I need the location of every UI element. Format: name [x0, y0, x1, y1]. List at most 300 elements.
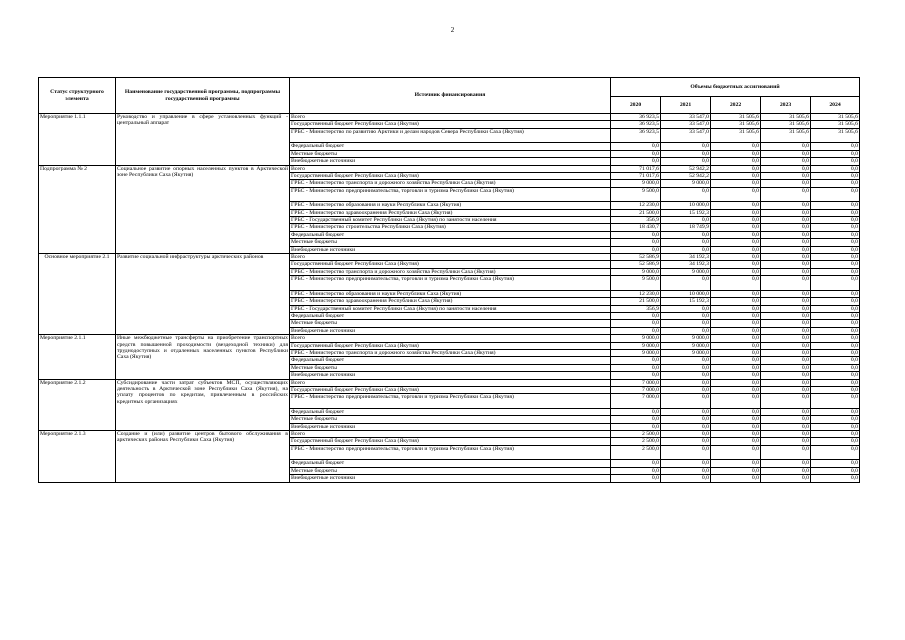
budget-value: 9 000,0 [611, 268, 661, 275]
budget-value: 0,0 [811, 217, 860, 224]
budget-value: 0,0 [761, 276, 811, 291]
budget-value: 0,0 [661, 150, 711, 157]
budget-value: 0,0 [811, 357, 860, 364]
budget-value: 0,0 [711, 423, 761, 430]
budget-value: 0,0 [811, 209, 860, 216]
budget-value: 0,0 [711, 143, 761, 150]
funding-source: ГРБС - Министерство предпринимательства, торговли и туризма Республики Саха (Якутия) [290, 276, 611, 291]
budget-value: 0,0 [761, 180, 811, 187]
budget-value: 0,0 [811, 312, 860, 319]
budget-value: 0,0 [761, 187, 811, 202]
funding-source: Местные бюджеты [290, 239, 611, 246]
budget-value: 71 017,6 [611, 165, 661, 172]
budget-value: 2 500,0 [611, 438, 661, 445]
budget-value: 0,0 [811, 276, 860, 291]
table-row [39, 431, 860, 438]
funding-source: Государственный бюджет Республики Саха (Якутия) [290, 172, 611, 179]
budget-value: 36 923,5 [611, 128, 661, 143]
budget-value: 52 586,9 [611, 261, 661, 268]
budget-value: 31 505,6 [711, 121, 761, 128]
budget-value: 0,0 [811, 305, 860, 312]
budget-value: 0,0 [811, 475, 860, 482]
budget-value: 0,0 [711, 364, 761, 371]
budget-value: 12 230,0 [611, 290, 661, 297]
budget-value: 0,0 [761, 150, 811, 157]
funding-source: Внебюджетные источники [290, 246, 611, 253]
budget-value: 0,0 [811, 172, 860, 179]
budget-value: 0,0 [811, 224, 860, 231]
budget-value: 0,0 [661, 467, 711, 474]
budget-value: 0,0 [761, 246, 811, 253]
budget-value: 0,0 [761, 261, 811, 268]
budget-value: 9 000,0 [661, 342, 711, 349]
budget-value: 0,0 [661, 187, 711, 202]
budget-value: 31 505,6 [711, 114, 761, 121]
program-name: Руководство и управление в сфере установленных функций - центральный аппарат [116, 114, 290, 166]
budget-value: 0,0 [761, 445, 811, 460]
budget-value: 0,0 [611, 416, 661, 423]
budget-value: 0,0 [761, 349, 811, 356]
structural-element-status: Подпрограмма № 2 [39, 165, 116, 254]
header-volumes: Объемы бюджетных ассигнований [611, 78, 860, 97]
budget-value: 0,0 [661, 320, 711, 327]
budget-value: 9 000,0 [611, 349, 661, 356]
funding-source: Внебюджетные источники [290, 327, 611, 334]
budget-table [38, 77, 860, 483]
budget-value: 0,0 [761, 416, 811, 423]
budget-value: 0,0 [611, 460, 661, 467]
budget-value: 0,0 [811, 290, 860, 297]
budget-value: 0,0 [761, 217, 811, 224]
budget-value: 0,0 [711, 290, 761, 297]
budget-value: 0,0 [711, 335, 761, 342]
budget-value: 0,0 [661, 460, 711, 467]
funding-source: Государственный бюджет Республики Саха (Якутия) [290, 261, 611, 268]
budget-value: 0,0 [711, 416, 761, 423]
budget-value: 0,0 [811, 327, 860, 334]
budget-value: 0,0 [811, 416, 860, 423]
budget-value: 0,0 [811, 320, 860, 327]
header-year: 2021 [661, 97, 711, 114]
header-status: Статус структурного элемента [39, 78, 116, 114]
budget-value: 0,0 [611, 231, 661, 238]
structural-element-status: Мероприятие 2.1.2 [39, 379, 116, 431]
budget-value: 0,0 [711, 150, 761, 157]
budget-value: 0,0 [811, 246, 860, 253]
budget-value: 0,0 [661, 217, 711, 224]
budget-value: 0,0 [711, 431, 761, 438]
budget-value: 0,0 [611, 320, 661, 327]
budget-value: 0,0 [761, 364, 811, 371]
budget-value: 0,0 [711, 187, 761, 202]
budget-value: 0,0 [811, 349, 860, 356]
funding-source: Федеральный бюджет [290, 460, 611, 467]
header-year: 2024 [811, 97, 860, 114]
funding-source: Всего [290, 431, 611, 438]
budget-value: 7 000,0 [611, 379, 661, 386]
budget-value: 0,0 [761, 254, 811, 261]
funding-source: ГРБС - Министерство транспорта и дорожного хозяйства Республики Саха (Якутия) [290, 268, 611, 275]
budget-value: 0,0 [661, 416, 711, 423]
budget-value: 52 586,9 [611, 254, 661, 261]
budget-value: 0,0 [711, 298, 761, 305]
page-number: 2 [450, 26, 455, 34]
funding-source: ГРБС - Министерство образования и науки Республики Саха (Якутия) [290, 290, 611, 297]
budget-value: 71 017,6 [611, 172, 661, 179]
budget-value: 0,0 [761, 342, 811, 349]
budget-value: 31 505,6 [761, 121, 811, 128]
budget-value: 0,0 [761, 158, 811, 165]
budget-value: 0,0 [761, 143, 811, 150]
budget-value: 0,0 [811, 239, 860, 246]
funding-source: ГРБС - Государственный комитет Республики Саха (Якутия) по занятости населения [290, 217, 611, 224]
program-name: Создание и (или) развитие центров бытового обслуживания в арктических районах Республики Саха (Якутия) [116, 431, 290, 483]
budget-value: 0,0 [661, 438, 711, 445]
budget-value: 7 000,0 [611, 386, 661, 393]
budget-value: 0,0 [711, 254, 761, 261]
funding-source: Всего [290, 114, 611, 121]
budget-value: 356,9 [611, 305, 661, 312]
funding-source: Всего [290, 165, 611, 172]
budget-value: 0,0 [661, 312, 711, 319]
budget-value: 0,0 [611, 143, 661, 150]
budget-value: 0,0 [761, 408, 811, 415]
funding-source: Государственный бюджет Республики Саха (Якутия) [290, 438, 611, 445]
funding-source: ГРБС - Министерство транспорта и дорожного хозяйства Республики Саха (Якутия) [290, 180, 611, 187]
budget-value: 0,0 [811, 394, 860, 409]
budget-value: 0,0 [761, 386, 811, 393]
budget-value: 0,0 [761, 379, 811, 386]
budget-value: 0,0 [711, 445, 761, 460]
budget-value: 0,0 [811, 261, 860, 268]
budget-value: 0,0 [661, 372, 711, 379]
budget-value: 0,0 [761, 357, 811, 364]
budget-value: 0,0 [811, 231, 860, 238]
budget-value: 0,0 [711, 158, 761, 165]
budget-value: 356,9 [611, 217, 661, 224]
table-row [39, 114, 860, 121]
funding-source: Федеральный бюджет [290, 231, 611, 238]
budget-value: 0,0 [811, 180, 860, 187]
budget-value: 0,0 [661, 423, 711, 430]
table-body [39, 114, 860, 483]
funding-source: ГРБС - Министерство предпринимательства, торговли и туризма Республики Саха (Якутия) [290, 187, 611, 202]
budget-value: 0,0 [811, 335, 860, 342]
budget-value: 0,0 [711, 217, 761, 224]
budget-value: 0,0 [611, 158, 661, 165]
budget-value: 0,0 [811, 202, 860, 209]
funding-source: Местные бюджеты [290, 416, 611, 423]
budget-value: 0,0 [661, 231, 711, 238]
budget-value: 34 192,3 [661, 254, 711, 261]
budget-value: 12 230,0 [611, 202, 661, 209]
budget-value: 0,0 [811, 379, 860, 386]
budget-value: 0,0 [811, 298, 860, 305]
budget-value: 0,0 [611, 475, 661, 482]
funding-source: ГРБС - Министерство по развитию Арктики и делам народов Севера Республики Саха (Якутия) [290, 128, 611, 143]
budget-value: 0,0 [761, 438, 811, 445]
budget-value: 0,0 [661, 431, 711, 438]
budget-value: 0,0 [761, 460, 811, 467]
budget-value: 31 505,6 [811, 128, 860, 143]
budget-value: 0,0 [761, 165, 811, 172]
program-name: Иные межбюджетные трансферты на приобретение транспортных средств повышенной проходимости (вездеходной техники) для труднодоступных и отдаленных населенных пунктов Республики Саха (Якутия) [116, 335, 290, 379]
budget-value: 0,0 [661, 445, 711, 460]
budget-value: 0,0 [711, 180, 761, 187]
budget-value: 0,0 [611, 312, 661, 319]
budget-value: 0,0 [661, 386, 711, 393]
budget-value: 0,0 [711, 305, 761, 312]
budget-value: 31 505,6 [811, 114, 860, 121]
budget-value: 0,0 [611, 150, 661, 157]
budget-value: 21 500,0 [611, 209, 661, 216]
header-year: 2023 [761, 97, 811, 114]
budget-value: 0,0 [761, 431, 811, 438]
budget-value: 0,0 [761, 239, 811, 246]
funding-source: Местные бюджеты [290, 320, 611, 327]
funding-source: ГРБС - Министерство строительства Республики Саха (Якутия) [290, 224, 611, 231]
budget-value: 0,0 [761, 467, 811, 474]
budget-value: 0,0 [711, 276, 761, 291]
budget-value: 33 547,0 [661, 121, 711, 128]
program-name: Социальное развитие опорных населенных пунктов в Арктической зоне Республики Саха (Якутия) [116, 165, 290, 254]
budget-value: 0,0 [611, 239, 661, 246]
budget-value: 0,0 [811, 268, 860, 275]
budget-value: 0,0 [711, 342, 761, 349]
budget-value: 0,0 [711, 239, 761, 246]
budget-value: 0,0 [761, 231, 811, 238]
budget-value: 0,0 [711, 327, 761, 334]
program-name: Развитие социальной инфраструктуры арктических районов [116, 254, 290, 335]
budget-value: 0,0 [611, 364, 661, 371]
budget-value: 0,0 [711, 172, 761, 179]
budget-value: 9 000,0 [611, 180, 661, 187]
budget-value: 0,0 [711, 224, 761, 231]
budget-value: 0,0 [611, 408, 661, 415]
budget-value: 0,0 [711, 372, 761, 379]
budget-value: 34 192,3 [661, 261, 711, 268]
budget-value: 0,0 [811, 165, 860, 172]
funding-source: Государственный бюджет Республики Саха (Якутия) [290, 386, 611, 393]
funding-source: Местные бюджеты [290, 150, 611, 157]
budget-value: 9 000,0 [661, 349, 711, 356]
structural-element-status: Мероприятие 2.1.3 [39, 431, 116, 483]
budget-value: 0,0 [811, 150, 860, 157]
budget-value: 0,0 [761, 327, 811, 334]
budget-value: 0,0 [711, 165, 761, 172]
budget-value: 0,0 [761, 224, 811, 231]
budget-value: 9 500,0 [611, 276, 661, 291]
budget-value: 0,0 [711, 394, 761, 409]
budget-value: 0,0 [711, 438, 761, 445]
budget-value: 0,0 [761, 268, 811, 275]
funding-source: Внебюджетные источники [290, 158, 611, 165]
budget-value: 0,0 [661, 357, 711, 364]
budget-value: 0,0 [761, 394, 811, 409]
funding-source: Внебюджетные источники [290, 423, 611, 430]
budget-value: 9 500,0 [611, 187, 661, 202]
budget-value: 0,0 [811, 386, 860, 393]
structural-element-status: Основное мероприятие 2.1 [39, 254, 116, 335]
budget-value: 0,0 [761, 312, 811, 319]
funding-source: ГРБС - Министерство образования и науки Республики Саха (Якутия) [290, 202, 611, 209]
structural-element-status: Мероприятие 1.1.1 [39, 114, 116, 166]
budget-value: 0,0 [661, 143, 711, 150]
budget-value: 0,0 [761, 423, 811, 430]
funding-source: Местные бюджеты [290, 467, 611, 474]
funding-source: Внебюджетные источники [290, 372, 611, 379]
budget-value: 0,0 [811, 254, 860, 261]
budget-value: 0,0 [811, 423, 860, 430]
budget-value: 9 000,0 [611, 342, 661, 349]
budget-value: 33 547,0 [661, 128, 711, 143]
budget-value: 9 000,0 [661, 268, 711, 275]
budget-value: 0,0 [611, 246, 661, 253]
budget-value: 0,0 [811, 158, 860, 165]
budget-value: 0,0 [761, 475, 811, 482]
budget-value: 0,0 [761, 172, 811, 179]
budget-value: 0,0 [811, 460, 860, 467]
budget-value: 0,0 [761, 298, 811, 305]
table-row [39, 165, 860, 172]
budget-value: 0,0 [711, 209, 761, 216]
funding-source: ГРБС - Министерство здравоохранения Республики Саха (Якутия) [290, 298, 611, 305]
budget-value: 0,0 [711, 386, 761, 393]
structural-element-status: Мероприятие 2.1.1 [39, 335, 116, 379]
funding-source: Внебюджетные источники [290, 475, 611, 482]
funding-source: Федеральный бюджет [290, 143, 611, 150]
budget-value: 0,0 [661, 475, 711, 482]
budget-value: 0,0 [661, 379, 711, 386]
budget-value: 0,0 [661, 276, 711, 291]
budget-value: 0,0 [761, 320, 811, 327]
funding-source: ГРБС - Государственный комитет Республики Саха (Якутия) по занятости населения [290, 305, 611, 312]
budget-value: 0,0 [711, 379, 761, 386]
budget-value: 0,0 [611, 423, 661, 430]
funding-source: Всего [290, 335, 611, 342]
budget-value: 0,0 [711, 349, 761, 356]
funding-source: Государственный бюджет Республики Саха (Якутия) [290, 342, 611, 349]
budget-value: 52 942,2 [661, 172, 711, 179]
table-row [39, 254, 860, 261]
budget-value: 0,0 [661, 394, 711, 409]
funding-source: ГРБС - Министерство предпринимательства, торговли и туризма Республики Саха (Якутия) [290, 445, 611, 460]
budget-value: 2 500,0 [611, 431, 661, 438]
funding-source: Федеральный бюджет [290, 408, 611, 415]
budget-value: 18 430,7 [611, 224, 661, 231]
budget-value: 0,0 [811, 342, 860, 349]
budget-value: 21 500,0 [611, 298, 661, 305]
budget-value: 7 000,0 [611, 394, 661, 409]
budget-value: 0,0 [811, 467, 860, 474]
budget-value: 0,0 [811, 408, 860, 415]
header-year: 2020 [611, 97, 661, 114]
budget-value: 0,0 [811, 187, 860, 202]
budget-value: 0,0 [711, 268, 761, 275]
budget-value: 0,0 [811, 445, 860, 460]
budget-value: 0,0 [811, 372, 860, 379]
budget-value: 0,0 [711, 357, 761, 364]
funding-source: Всего [290, 254, 611, 261]
budget-value: 0,0 [761, 335, 811, 342]
funding-source: ГРБС - Министерство транспорта и дорожного хозяйства Республики Саха (Якутия) [290, 349, 611, 356]
budget-value: 36 923,5 [611, 114, 661, 121]
budget-value: 0,0 [711, 312, 761, 319]
header-year: 2022 [711, 97, 761, 114]
budget-value: 0,0 [611, 467, 661, 474]
budget-value: 0,0 [661, 327, 711, 334]
budget-value: 0,0 [761, 290, 811, 297]
funding-source: ГРБС - Министерство здравоохранения Республики Саха (Якутия) [290, 209, 611, 216]
budget-value: 0,0 [711, 231, 761, 238]
budget-value: 0,0 [761, 202, 811, 209]
budget-value: 0,0 [711, 246, 761, 253]
budget-value: 0,0 [711, 460, 761, 467]
budget-value: 0,0 [811, 364, 860, 371]
budget-value: 0,0 [661, 364, 711, 371]
budget-value: 0,0 [811, 143, 860, 150]
budget-value: 0,0 [711, 408, 761, 415]
funding-source: Всего [290, 379, 611, 386]
header-source: Источник финансирования [290, 78, 611, 114]
budget-value: 0,0 [661, 246, 711, 253]
funding-source: Государственный бюджет Республики Саха (Якутия) [290, 121, 611, 128]
funding-source: Федеральный бюджет [290, 312, 611, 319]
budget-value: 31 505,6 [761, 114, 811, 121]
budget-value: 10 000,0 [661, 202, 711, 209]
budget-value: 0,0 [611, 357, 661, 364]
budget-value: 15 192,3 [661, 298, 711, 305]
budget-value: 9 000,0 [661, 335, 711, 342]
budget-value: 9 000,0 [661, 180, 711, 187]
budget-value: 0,0 [711, 320, 761, 327]
budget-value: 2 500,0 [611, 445, 661, 460]
header-name: Наименование государственной программы, подпрограммы государственной программы [116, 78, 290, 114]
budget-value: 31 505,6 [811, 121, 860, 128]
budget-value: 0,0 [661, 158, 711, 165]
budget-value: 52 942,2 [661, 165, 711, 172]
budget-value: 0,0 [611, 372, 661, 379]
budget-value: 9 000,0 [611, 335, 661, 342]
budget-value: 31 505,6 [761, 128, 811, 143]
table-row [39, 335, 860, 342]
budget-value: 0,0 [661, 305, 711, 312]
budget-value: 0,0 [711, 261, 761, 268]
budget-value: 10 000,0 [661, 290, 711, 297]
budget-value: 0,0 [661, 239, 711, 246]
budget-value: 15 192,3 [661, 209, 711, 216]
funding-source: Федеральный бюджет [290, 357, 611, 364]
budget-value: 0,0 [761, 305, 811, 312]
funding-source: Местные бюджеты [290, 364, 611, 371]
budget-value: 0,0 [761, 372, 811, 379]
budget-value: 18 749,9 [661, 224, 711, 231]
budget-value: 33 547,0 [661, 114, 711, 121]
budget-value: 0,0 [811, 438, 860, 445]
budget-value: 0,0 [711, 475, 761, 482]
budget-value: 0,0 [661, 408, 711, 415]
funding-source: ГРБС - Министерство предпринимательства, торговли и туризма Республики Саха (Якутия) [290, 394, 611, 409]
budget-value: 0,0 [611, 327, 661, 334]
budget-value: 31 505,6 [711, 128, 761, 143]
budget-value: 0,0 [761, 209, 811, 216]
budget-value: 0,0 [711, 202, 761, 209]
budget-value: 0,0 [711, 467, 761, 474]
budget-value: 0,0 [811, 431, 860, 438]
budget-value: 36 923,5 [611, 121, 661, 128]
program-name: Субсидирование части затрат субъектов МСП, осуществляющих деятельность в Арктической зоне Республики Саха (Якутия), на уплату процентов по кредитам, привлеченным в российских кредитных организациях [116, 379, 290, 431]
table-row [39, 379, 860, 386]
